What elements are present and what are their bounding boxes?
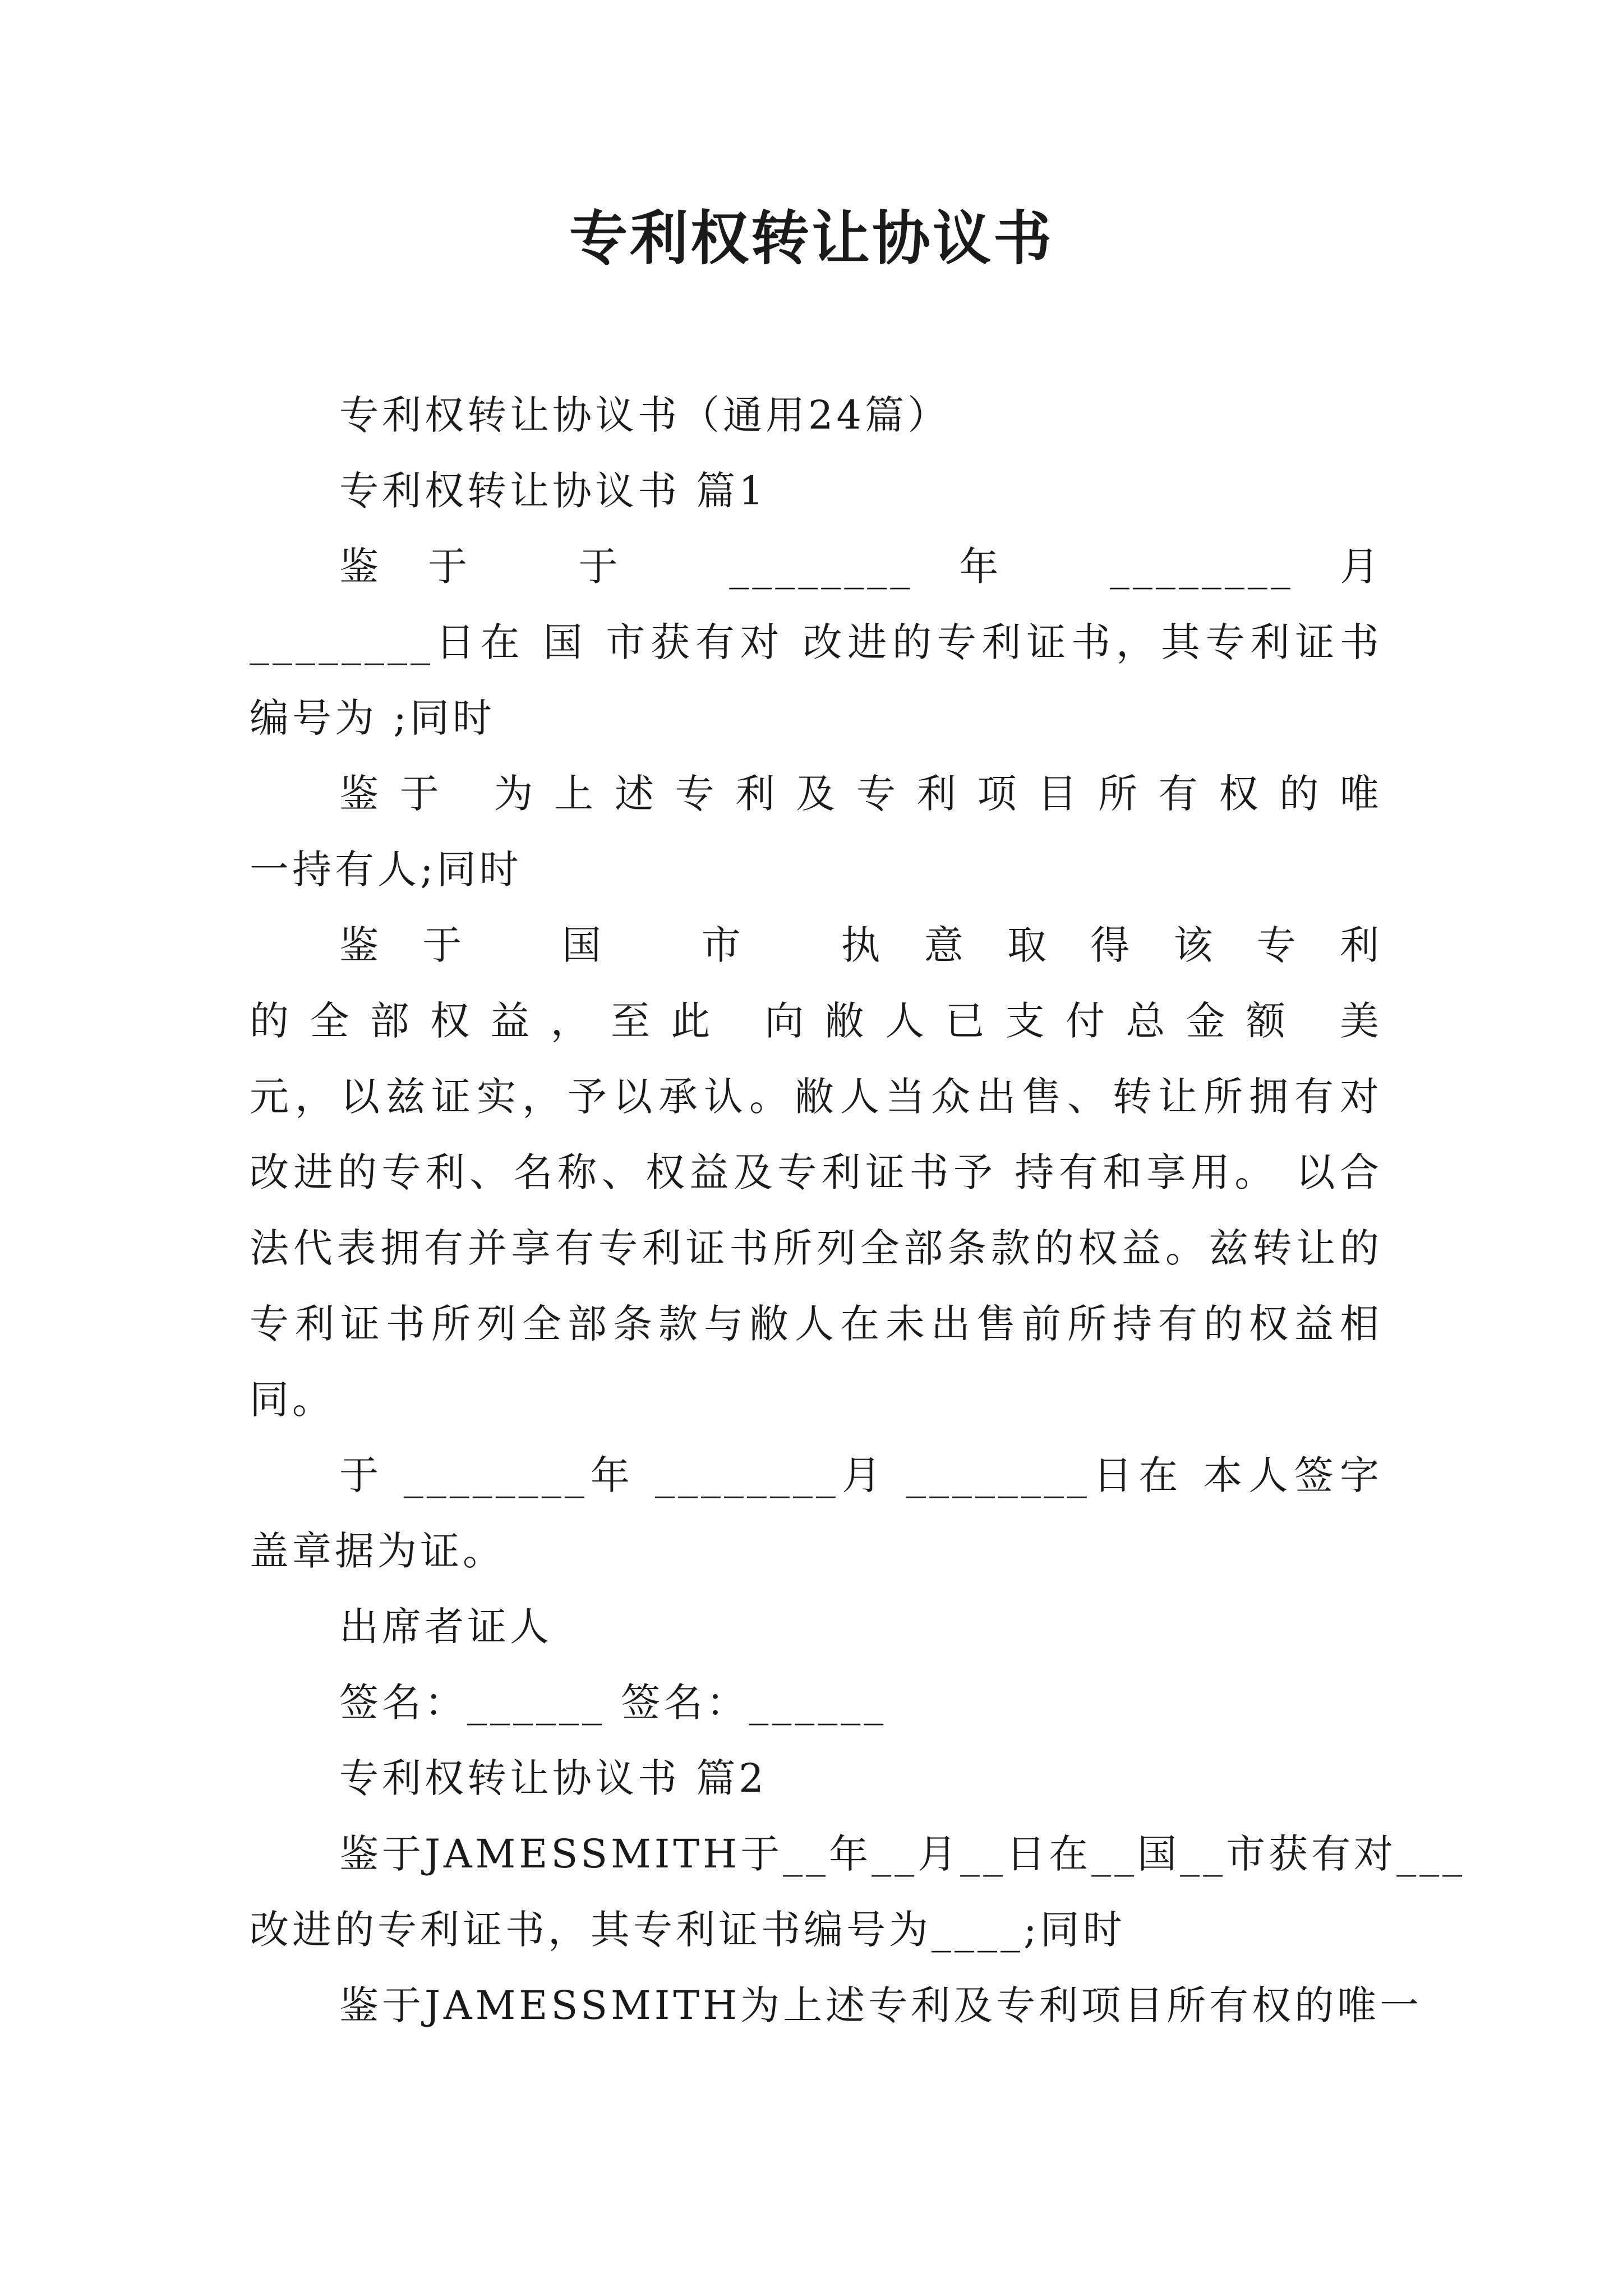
paragraph-line: 的全部权益，至此 向敝人已支付总金额 美	[250, 998, 1382, 1044]
paragraph-line: 同。	[250, 1377, 335, 1423]
paragraph-line: 鉴于 国 市 执意取得该专利	[339, 922, 1382, 968]
section-heading-2: 专利权转让协议书 篇2	[339, 1755, 767, 1801]
paragraph-line: 盖章据为证。	[250, 1528, 505, 1574]
paragraph-line: 鉴于 于 ________年 ________月	[339, 544, 1382, 590]
paragraph-line: 鉴于JAMESSMITH为上述专利及专利项目所有权的唯一	[339, 1982, 1423, 2028]
document-title: 专利权转让协议书	[569, 204, 1054, 273]
signature-line: 签名：______ 签名：______	[339, 1680, 887, 1726]
doc-subtitle: 专利权转让协议书（通用24篇）	[339, 392, 951, 438]
paragraph-line: 改进的专利、名称、权益及专利证书予 持有和享用。 以合	[250, 1149, 1382, 1195]
paragraph-line: 鉴于 为上述专利及专利项目所有权的唯	[339, 771, 1382, 817]
paragraph-line: 法代表拥有并享有专利证书所列全部条款的权益。兹转让的	[250, 1225, 1382, 1271]
section-heading-1: 专利权转让协议书 篇1	[339, 468, 767, 514]
paragraph-line: 元，以兹证实，予以承认。敝人当众出售、转让所拥有对	[250, 1074, 1382, 1120]
paragraph-line: 于 ________年 ________月 ________日在 本人签字	[339, 1452, 1382, 1498]
paragraph-line: 一持有人;同时	[250, 846, 522, 892]
paragraph-line: 专利证书所列全部条款与敝人在未出售前所持有的权益相	[250, 1301, 1382, 1347]
paragraph-line: 编号为 ;同时	[250, 695, 495, 741]
paragraph-line: 改进的专利证书，其专利证书编号为____;同时	[250, 1907, 1126, 1953]
paragraph-line: 鉴于JAMESSMITH于__年__月__日在__国__市获有对___	[339, 1831, 1466, 1877]
witness-label: 出席者证人	[339, 1604, 552, 1650]
paragraph-line: ________日在 国 市获有对 改进的专利证书，其专利证书	[250, 619, 1382, 665]
